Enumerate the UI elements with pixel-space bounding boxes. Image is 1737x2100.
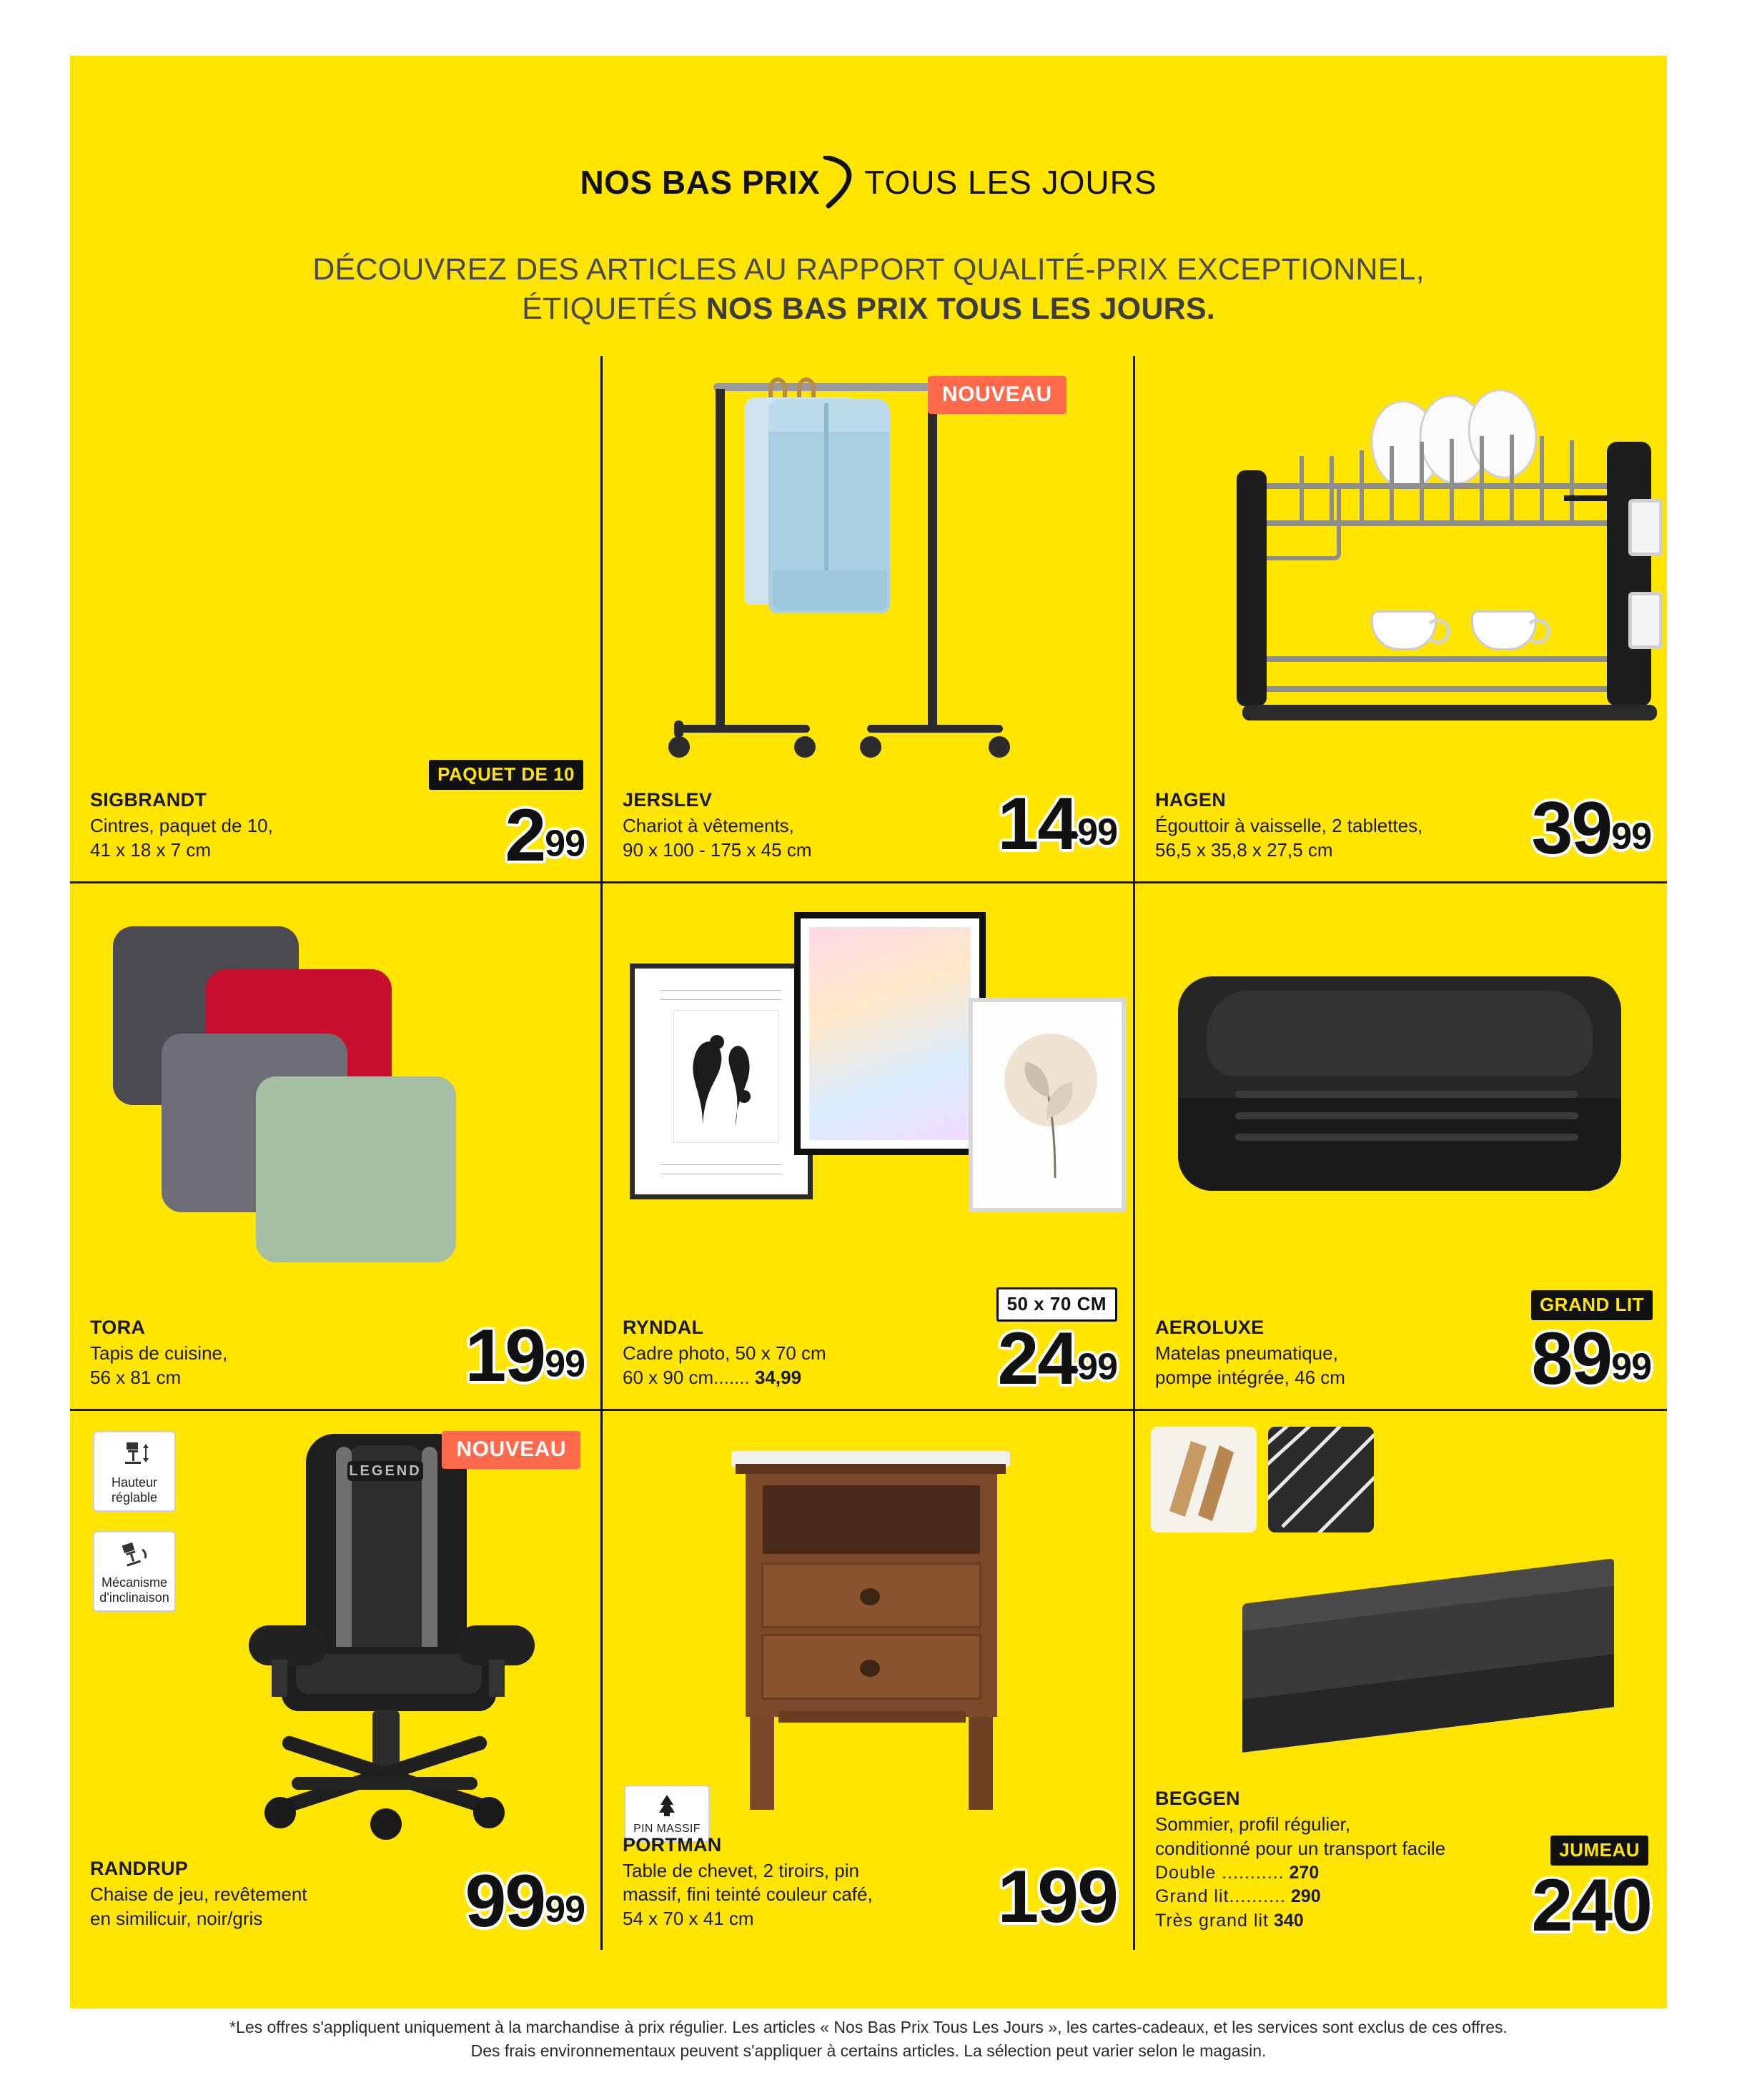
feature-tilt-mechanism [93,1531,176,1612]
legal-footer [0,2016,1737,2064]
tilt-mechanism-icon [97,1538,172,1573]
product-price [997,782,1117,866]
product-desc-line-2: massif, fini teinté couleur café, [623,1883,873,1906]
product-desc-line-3: 54 x 70 x 41 cm [623,1908,754,1930]
product-desc-line-1: Chaise de jeu, revêtement [90,1883,307,1906]
product-desc-line-2: 90 x 100 - 175 x 45 cm [623,839,812,861]
price-cents: 99 [1611,1346,1651,1388]
price-integer: 39 [1531,786,1612,870]
product-desc-line-1: Cintres, paquet de 10, [90,815,273,837]
product-name: RANDRUP [90,1858,189,1880]
price-integer: 24 [997,1317,1078,1400]
size-value: 340 [1273,1910,1304,1931]
product-text [90,1317,227,1390]
product-name: TORA [90,1317,146,1339]
secondary-size-price: 34,99 [754,1367,802,1389]
product-desc-line-2: 56 x 81 cm [90,1367,182,1389]
product-cell-randrup[interactable] [70,1411,603,1950]
size-badge: 50 x 70 CM [996,1287,1117,1322]
footer-line-2: Des frais environnementaux peuvent s'appliquer à certains articles. La sélection peut varier selon le magasin. [470,2041,1267,2061]
product-desc-line-2: conditionné pour un transport facile [1155,1837,1446,1859]
size-row [1155,1909,1445,1933]
clothes-rack-illustration [603,356,1135,799]
product-name: HAGEN [1155,789,1227,811]
product-text [1155,789,1422,863]
product-text [90,1858,307,1931]
product-name: AEROLUXE [1155,1317,1265,1339]
price-integer: 240 [1531,1863,1651,1947]
product-cell-portman[interactable] [603,1411,1135,1950]
size-value: 270 [1289,1862,1320,1883]
product-text [623,1834,873,1931]
headline-line-2-strong: NOS BAS PRIX TOUS LES JOURS. [706,292,1215,327]
new-tag: NOUVEAU [928,376,1067,414]
size-label: Double ........... [1155,1862,1285,1883]
dish-rack-illustration [1135,356,1667,799]
photo-frames-illustration [603,883,1135,1341]
product-desc-line-1: Tapis de cuisine, [90,1342,228,1364]
product-desc-line-2 [623,1366,826,1390]
air-mattress-illustration [1135,883,1667,1341]
logo-bold-text: NOS BAS PRIX [580,164,821,201]
product-text [90,789,273,863]
size-price-list [1155,1861,1445,1933]
product-cell-hagen[interactable] [1135,356,1667,883]
footer-line-1: *Les offres s'appliquent uniquement à la marchandise à prix régulier. Les articles « Nos Bas Prix Tous Les Jours », les cartes-cadeaux, et les services sont exclus de ces offres. [229,2018,1508,2036]
feature-label-line-1: Hauteur [111,1475,158,1490]
size-badge: GRAND LIT [1531,1290,1653,1320]
product-cell-tora[interactable] [70,883,603,1411]
price-cents: 99 [545,1343,585,1385]
feature-label-line-2: d'inclinaison [99,1590,169,1605]
size-label: Grand lit.......... [1155,1886,1286,1906]
swoosh-icon [821,156,860,209]
headline-line-2-pre: ÉTIQUETÉS [522,292,706,327]
product-desc-line-1: Table de chevet, 2 tiroirs, pin [623,1859,859,1881]
product-desc-line-2: 41 x 18 x 7 cm [90,839,212,861]
product-cell-jerslev[interactable] [603,356,1135,883]
feature-height-adjust [93,1431,176,1512]
product-name: BEGGEN [1155,1787,1240,1809]
product-desc-line-2: 56,5 x 35,8 x 27,5 cm [1155,839,1333,861]
flyer-header [70,56,1667,356]
product-desc-line-2: en similicuir, noir/gris [90,1908,263,1930]
material-badge-label: PIN MASSIF [633,1823,701,1835]
kitchen-rugs-illustration [70,883,603,1341]
feature-label-line-2: réglable [111,1490,158,1505]
size-label: Très grand lit [1155,1910,1269,1931]
product-desc-line-1: Chariot à vêtements, [623,815,794,837]
headline-line-2 [70,289,1667,329]
gaming-chair-illustration: LEGEND [70,1411,603,1911]
product-cell-beggen[interactable] [1135,1411,1667,1950]
product-cell-aeroluxe[interactable] [1135,883,1667,1411]
price-cents: 99 [545,823,585,865]
product-price [465,1314,585,1397]
size-row [1155,1861,1445,1886]
height-adjust-icon [97,1438,172,1473]
product-text [623,789,811,863]
product-price [1531,1317,1651,1400]
logo-light-text: TOUS LES JOURS [864,164,1157,201]
product-text [623,1317,826,1390]
product-desc-line-1: Égouttoir à vaisselle, 2 tablettes, [1155,815,1423,837]
hangers-illustration [70,356,603,799]
product-cell-ryndal[interactable] [603,883,1135,1411]
price-cents: 99 [1077,1346,1117,1388]
product-name: RYNDAL [623,1317,704,1339]
price-integer: 99 [465,1859,545,1943]
feature-label-line-1: Mécanisme [101,1575,168,1590]
flyer-panel [70,56,1667,2009]
pack-badge: PAQUET DE 10 [429,760,583,790]
product-name: PORTMAN [623,1833,722,1856]
product-text [1155,1317,1345,1390]
size-badge: JUMEAU [1550,1836,1648,1866]
product-desc-line-2: pompe intégrée, 46 cm [1155,1367,1345,1389]
product-grid [70,356,1667,1950]
product-price [505,793,585,877]
price-integer: 89 [1531,1317,1612,1400]
product-price [1531,786,1651,870]
size-value: 290 [1290,1886,1321,1906]
product-name: SIGBRANDT [90,789,207,811]
secondary-size-label: 60 x 90 cm....... [623,1367,750,1389]
product-desc-line-1: Matelas pneumatique, [1155,1342,1338,1364]
product-cell-sigbrandt[interactable] [70,356,603,883]
product-price [1531,1863,1651,1947]
brand-logo [70,156,1667,209]
headline-line-1: DÉCOUVREZ DES ARTICLES AU RAPPORT QUALITÉ-PRIX EXCEPTIONNEL, [312,252,1425,287]
product-price [997,1855,1117,1938]
product-name: JERSLEV [623,789,713,811]
product-price [465,1859,585,1943]
page-title [70,250,1667,329]
product-desc-line-1: Sommier, profil régulier, [1155,1813,1351,1835]
price-integer: 2 [505,793,545,877]
new-tag: NOUVEAU [442,1431,580,1469]
pine-tree-icon [655,1810,679,1822]
product-text [1155,1788,1445,1933]
price-cents: 99 [1611,816,1651,858]
size-row [1155,1885,1445,1909]
product-price [997,1317,1117,1400]
price-integer: 199 [997,1855,1117,1938]
price-cents: 99 [1077,811,1117,853]
price-integer: 19 [465,1314,545,1397]
price-cents: 99 [545,1888,585,1931]
product-desc-line-1: Cadre photo, 50 x 70 cm [623,1342,826,1364]
price-integer: 14 [997,782,1078,866]
